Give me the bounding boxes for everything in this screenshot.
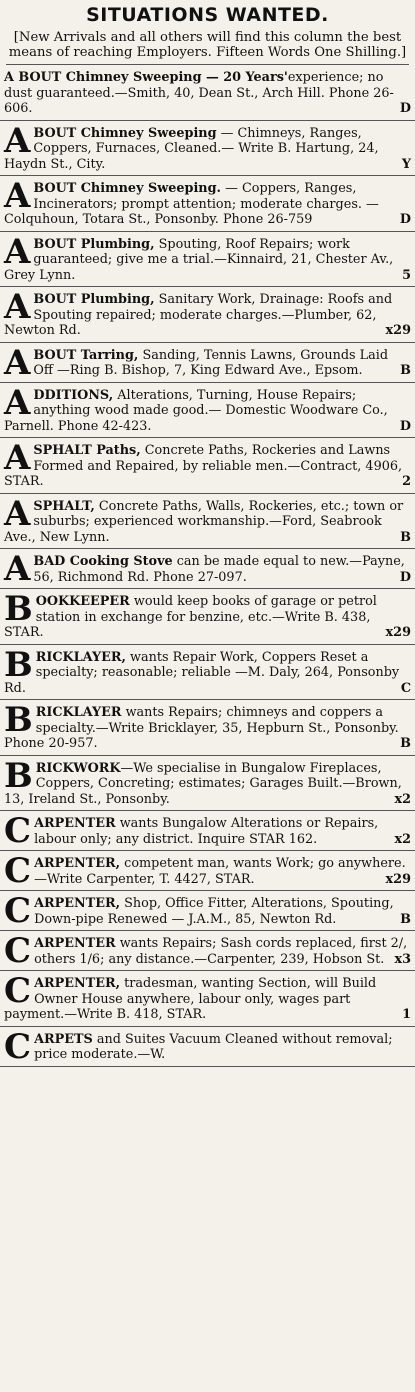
ad-drop-cap: B	[4, 755, 33, 796]
ad-text: experience; no dust guaranteed.—Smith, 40, Dean St., Arch Hill. Phone 26-606.	[4, 70, 394, 116]
classified-ad	[0, 121, 415, 177]
ad-lead-words: BOUT Plumbing,	[33, 236, 155, 252]
ad-drop-cap: A	[4, 382, 31, 423]
ad-lead-words: ARPENTER,	[34, 856, 121, 871]
ad-lead-words: SPHALT,	[33, 498, 95, 514]
ad-drop-cap: C	[4, 851, 32, 891]
ad-text: —We specialise in Bungalow Fireplaces, Coppers, Concreting; estimates; Garages Built.—Brown, 13, Ireland St., Ponsonby.	[4, 760, 402, 807]
ad-lead-words: ARPENTER,	[34, 976, 121, 991]
classified-ad	[0, 811, 415, 851]
ad-lead-words: ARPENTER,	[34, 896, 121, 911]
classified-ad	[0, 756, 415, 812]
ad-drop-cap: B	[4, 700, 33, 740]
classified-ad	[0, 232, 415, 288]
ad-lead-words: OOKKEEPER	[35, 594, 130, 609]
ad-code: x3	[394, 951, 411, 967]
ad-text: Sanitary Work, Drainage: Roofs and Spouting repaired; moderate charges.—Plumber, 62, Newton Rd.	[4, 292, 393, 338]
classified-ad	[0, 343, 415, 383]
ad-drop-cap: C	[4, 891, 32, 931]
ads-list	[0, 65, 415, 1067]
ad-drop-cap: C	[4, 811, 32, 851]
ad-text: would keep books of garage or petrol station in exchange for benzine, etc.—Write B. 438, STAR.	[4, 594, 377, 640]
section-title: SITUATIONS WANTED.	[86, 4, 329, 26]
ad-lead-words: DDITIONS,	[33, 387, 114, 403]
ad-lead-words: BOUT Plumbing,	[33, 292, 155, 307]
ad-lead-words: ARPENTER	[34, 936, 116, 951]
classified-ad	[0, 931, 415, 971]
classified-ad	[0, 65, 415, 121]
classified-ad	[0, 645, 415, 701]
ad-code: D	[399, 212, 411, 227]
ad-text: wants Repair Work, Coppers Reset a specialty; reasonable; reliable —M. Daly, 264, Ponsonby Rd.	[4, 649, 400, 696]
ad-drop-cap: A	[4, 493, 31, 534]
ad-drop-cap: C	[4, 971, 32, 1011]
ad-lead-words: A BOUT Chimney Sweeping — 20 Years'	[4, 70, 288, 85]
ad-drop-cap: A	[4, 120, 31, 161]
ad-code: D	[399, 569, 411, 585]
ad-lead-words: BOUT Chimney Sweeping	[33, 125, 217, 141]
ad-code: B	[400, 529, 411, 545]
ad-lead-words: ARPETS	[34, 1031, 93, 1047]
ad-code: B	[400, 736, 411, 751]
ad-text: can be made equal to new.—Payne, 56, Richmond Rd. Phone 27-097.	[33, 554, 405, 585]
ad-lead-words: RICKLAYER,	[35, 649, 126, 665]
classified-ad	[0, 176, 415, 232]
ad-lead-words: SPHALT Paths,	[33, 443, 141, 458]
ad-text: Alterations, Turning, House Repairs; anything wood made good.— Domestic Woodware Co., Parnell. Phone 42-423.	[4, 387, 388, 434]
ad-lead-words: RICKLAYER	[35, 705, 122, 720]
ad-text: wants Repairs; chimneys and coppers a specialty.—Write Bricklayer, 35, Hepburn St., Ponsonby. Phone 20-957.	[4, 705, 399, 751]
ad-code: 2	[402, 474, 411, 489]
ad-text: wants Bungalow Alterations or Repairs, labour only; any district. Inquire STAR 162.	[34, 816, 379, 847]
ad-code: Y	[401, 156, 411, 172]
ad-code: D	[399, 101, 411, 116]
classified-ad	[0, 438, 415, 494]
classified-ad	[0, 589, 415, 645]
ad-text: and Suites Vacuum Cleaned without removal; price moderate.—W.	[34, 1031, 393, 1062]
ad-code: B	[400, 911, 411, 927]
ad-drop-cap: B	[4, 589, 33, 629]
ad-lead-words: BAD Cooking Stove	[33, 554, 173, 569]
ad-text: Concrete Paths, Walls, Rockeries, etc.; town or suburbs; experienced workmanship.—Ford, Seabrook Ave., New Lynn.	[4, 498, 404, 545]
ad-lead-words: RICKWORK	[35, 760, 121, 776]
ad-code: C	[400, 680, 411, 696]
ad-drop-cap: C	[4, 1026, 32, 1067]
ad-drop-cap: A	[4, 549, 31, 589]
ad-text: Concrete Paths, Rockeries and Lawns Formed and Repaired, by reliable men.—Contract, 4906, STAR.	[4, 443, 403, 489]
ad-lead-words: BOUT Chimney Sweeping.	[33, 181, 222, 196]
classified-ad	[0, 971, 415, 1027]
ad-text: Sanding, Tennis Lawns, Grounds Laid Off —Ring B. Bishop, 7, King Edward Ave., Epsom.	[33, 347, 389, 378]
ad-drop-cap: A	[4, 231, 31, 272]
ad-drop-cap: A	[4, 438, 31, 478]
ad-lead-words: ARPENTER	[34, 816, 116, 831]
classified-ad	[0, 494, 415, 550]
ad-drop-cap: A	[4, 176, 31, 216]
ad-text: — Coppers, Ranges, Incinerators; prompt attention; moderate charges. — Colquhoun, Totara St., Ponsonby. Phone 26-759	[4, 181, 379, 227]
ad-text: Spouting, Roof Repairs; work guaranteed; give me a trial.—Kinnaird, 21, Chester Av., Grey Lynn.	[4, 236, 394, 283]
classified-ad	[0, 383, 415, 439]
ad-code: x2	[394, 831, 411, 847]
ad-code: x29	[385, 323, 411, 338]
ad-text: — Chimneys, Ranges, Coppers, Furnaces, Cleaned.— Write B. Hartung, 24, Haydn St., City.	[4, 125, 379, 172]
classified-ad	[0, 891, 415, 931]
ad-text: competent man, wants Work; go anywhere.—Write Carpenter, T. 4427, STAR.	[34, 856, 406, 887]
ad-code: x2	[394, 791, 411, 807]
ad-drop-cap: A	[4, 287, 31, 327]
ad-text: tradesman, wanting Section, will Build Owner House anywhere, labour only, wages part payment.—Write B. 418, STAR.	[4, 976, 377, 1022]
ad-code: D	[399, 418, 411, 434]
ad-code: B	[400, 363, 411, 378]
ad-code: 5	[402, 267, 411, 283]
ad-drop-cap: B	[4, 644, 33, 685]
ad-text: wants Repairs; Sash cords replaced, first 2/, others 1/6; any distance.—Carpenter, 239, Hobson St.	[34, 936, 408, 967]
ad-drop-cap: A	[4, 342, 31, 383]
classified-ad	[0, 1027, 415, 1067]
classified-ad	[0, 700, 415, 756]
ad-code: x29	[385, 871, 411, 887]
ad-drop-cap: C	[4, 931, 32, 971]
classified-ad	[0, 851, 415, 891]
ad-text: Shop, Office Fitter, Alterations, Spouting, Down-pipe Renewed — J.A.M., 85, Newton Rd.	[34, 896, 394, 927]
classified-ad	[0, 549, 415, 589]
section-intro: [New Arrivals and all others will find this column the best means of reaching Employers. Fifteen Words One Shilling.]	[6, 30, 409, 65]
classified-ad	[0, 287, 415, 343]
ad-code: 1	[402, 1007, 411, 1022]
ad-code: x29	[385, 625, 411, 640]
ad-lead-words: BOUT Tarring,	[33, 347, 139, 363]
